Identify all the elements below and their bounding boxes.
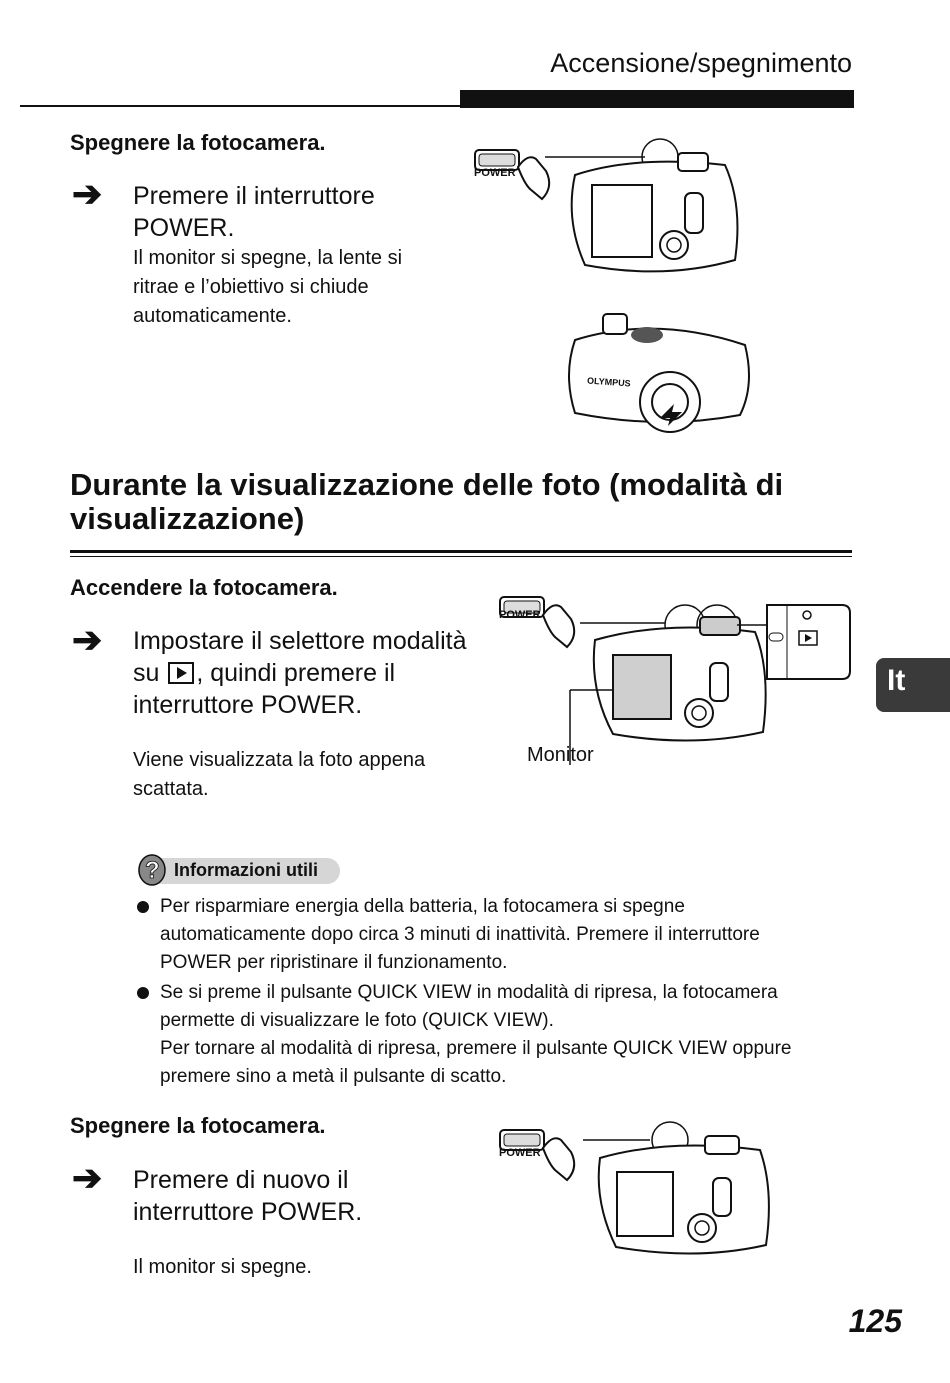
info-bullet-line: Se si preme il pulsante QUICK VIEW in modalità di ripresa, la fotocamera — [160, 982, 778, 1003]
block2-instruction-line3: interruttore POWER. — [133, 691, 363, 719]
info-bullet-line: premere sino a metà il pulsante di scatto. — [160, 1066, 507, 1087]
block2-instruction-line1: Impostare il selettore modalità — [133, 627, 467, 655]
question-icon — [138, 850, 162, 884]
power-button-label: POWER — [499, 609, 541, 621]
section-title-line1: Durante la visualizzazione delle foto (modalità di — [70, 467, 784, 502]
section-rule-thin — [70, 556, 852, 557]
camera-back-illustration-1 — [470, 135, 760, 295]
info-bullet-line: POWER per ripristinare il funzionamento. — [160, 952, 508, 973]
block1-instruction — [133, 180, 375, 244]
monitor-label: Monitor — [527, 744, 594, 766]
block2-note-line1: Viene visualizzata la foto appena — [133, 749, 426, 771]
block2-note — [133, 746, 425, 804]
play-mode-icon — [168, 662, 194, 684]
block2-instruction — [133, 625, 466, 721]
camera-front-illustration — [565, 310, 755, 435]
arrow-icon: ➔ — [72, 619, 103, 660]
info-bullet-line: automaticamente dopo circa 3 minuti di inattività. Premere il interruttore — [160, 924, 760, 945]
bullet-dot — [137, 901, 149, 913]
info-bullet-1 — [160, 893, 760, 977]
header-rule-thin — [20, 105, 460, 107]
section-title-line2: visualizzazione) — [70, 501, 305, 536]
svg-text:?: ? — [145, 857, 160, 884]
power-button-label: POWER — [474, 167, 516, 179]
block3-instruction — [133, 1164, 362, 1228]
arrow-icon: ➔ — [72, 173, 103, 214]
block3-instruction-line1: Premere di nuovo il — [133, 1166, 349, 1194]
section-rule — [70, 550, 852, 553]
block1-note-line: ritrae e l’obiettivo si chiude — [133, 276, 369, 298]
block1-subheading: Spegnere la fotocamera. — [70, 130, 326, 155]
info-label: Informazioni utili — [174, 860, 318, 880]
block2-instruction-line2 — [133, 657, 466, 689]
info-bullet-line: permette di visualizzare le foto (QUICK VIEW). — [160, 1010, 554, 1031]
block1-note-line: Il monitor si spegne, la lente si — [133, 247, 403, 269]
block2-line2-post: , quindi premere il — [196, 659, 396, 687]
block3-subheading: Spegnere la fotocamera. — [70, 1113, 326, 1138]
page-header-title: Accensione/spegnimento — [550, 48, 852, 78]
block3-instruction-line2: interruttore POWER. — [133, 1198, 363, 1226]
block1-instruction-line2: POWER. — [133, 214, 235, 242]
block1-instruction-line1: Premere il interruttore — [133, 182, 375, 210]
block2-subheading: Accendere la fotocamera. — [70, 575, 338, 600]
bullet-dot — [137, 987, 149, 999]
language-tab-label: It — [887, 664, 906, 697]
block1-note-line: automaticamente. — [133, 305, 292, 327]
block2-note-line2: scattata. — [133, 778, 209, 800]
info-bullet-line: Per risparmiare energia della batteria, la fotocamera si spegne — [160, 896, 685, 917]
block3-note: Il monitor si spegne. — [133, 1256, 312, 1278]
brand-label: OLYMPUS — [586, 375, 631, 389]
page-number: 125 — [848, 1303, 902, 1339]
block2-line2-pre: su — [133, 659, 167, 687]
camera-back-illustration-2 — [495, 585, 850, 755]
arrow-icon: ➔ — [72, 1157, 103, 1198]
block1-note — [133, 244, 402, 331]
info-bullet-2 — [160, 979, 792, 1091]
section-title — [70, 468, 860, 536]
header-rule-thick — [460, 90, 854, 108]
camera-back-illustration-3 — [495, 1120, 785, 1270]
info-bullet-line: Per tornare al modalità di ripresa, premere il pulsante QUICK VIEW oppure — [160, 1038, 792, 1059]
power-button-label: POWER — [499, 1147, 541, 1159]
